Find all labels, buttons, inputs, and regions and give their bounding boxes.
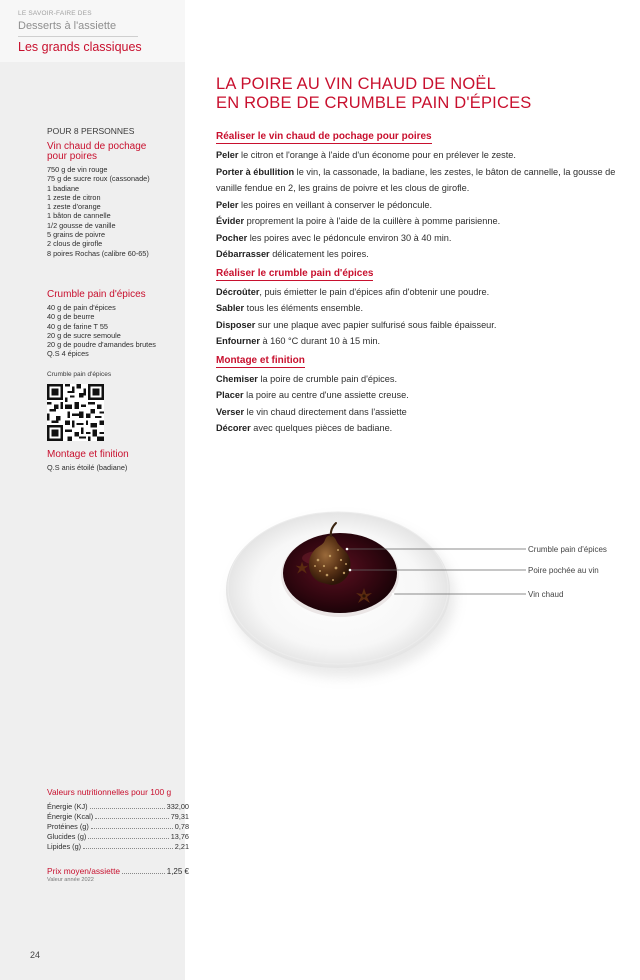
plate-well <box>281 533 399 617</box>
recipe-title-line1: LA POIRE AU VIN CHAUD DE NOËL <box>216 75 496 93</box>
montage-title: Montage et finition <box>47 449 129 460</box>
ingredient-item: Q.S anis étoilé (badiane) <box>47 463 128 472</box>
plate-shadow <box>231 519 455 677</box>
step-line: Placer la poire au centre d'une assiette creuse. <box>216 390 409 400</box>
qr-code-icon[interactable] <box>47 384 104 441</box>
price-block <box>47 866 189 883</box>
nutrition-label: Énergie (KJ) <box>47 802 88 811</box>
nutrition-label: Énergie (Kcal) <box>47 812 94 821</box>
ingredient-item: 750 g de vin rouge <box>47 165 108 174</box>
header-section: Les grands classiques <box>18 40 142 54</box>
header-divider <box>18 36 138 37</box>
star-anise-icon <box>356 588 372 603</box>
leader-dots <box>90 808 165 809</box>
ingredient-item: 1 badiane <box>47 183 80 193</box>
header-kicker: LE SAVOIR-FAIRE DES <box>18 10 92 17</box>
serves-label: POUR 8 PERSONNES <box>47 126 135 136</box>
ingredient-item: 40 g de beurre <box>47 312 95 322</box>
step-line: Évider proprement la poire à l'aide de la cuillère à pomme parisienne. <box>216 216 501 226</box>
leader-dots <box>122 873 165 874</box>
leader-dots <box>95 818 169 819</box>
nutrition-value: 2,21 <box>174 842 189 851</box>
nutrition-row <box>47 812 189 822</box>
nutrition-row <box>47 802 189 812</box>
ingredient-item: 20 g de sucre semoule <box>47 330 121 340</box>
ingredient-item: Q.S 4 épices <box>47 349 89 359</box>
nutrition-label: Glucides (g) <box>47 832 87 841</box>
vin-chaud-ingredients <box>47 142 182 258</box>
ingredient-item: 20 g de poudre d'amandes brutes <box>47 340 156 350</box>
ingredient-item: 1 bâton de cannelle <box>47 211 111 221</box>
nutrition-value: 79,31 <box>170 812 189 821</box>
step-line: Peler le citron et l'orange à l'aide d'un économe pour en prélever le zeste. <box>216 150 516 160</box>
price-year: Valeur année 2022 <box>47 877 94 883</box>
page-number: 24 <box>30 950 41 960</box>
nutrition-row <box>47 832 189 842</box>
pedoncule <box>331 523 336 536</box>
recipe-title-line2: EN ROBE DE CRUMBLE PAIN D'ÉPICES <box>216 94 532 112</box>
nutrition-value: 332,00 <box>166 802 189 811</box>
nutrition-row <box>47 842 189 852</box>
price-label: Prix moyen/assiette <box>47 866 121 876</box>
nutrition-label: Lipides (g) <box>47 842 82 851</box>
ingredient-item: 75 g de sucre roux (cassonade) <box>47 174 150 184</box>
vin-chaud-title-2: pour poires <box>47 151 98 162</box>
leader-dots <box>88 838 168 839</box>
ingredient-item: 5 grains de poivre <box>47 230 106 240</box>
price-value: 1,25 € <box>166 867 189 876</box>
nutrition-value: 0,78 <box>174 822 189 831</box>
step-line: Enfourner à 160 °C durant 10 à 15 min. <box>216 336 381 346</box>
qr-caption: Crumble pain d'épices <box>47 371 112 378</box>
leader-dots <box>83 848 173 849</box>
ingredient-item: 8 poires Rochas (calibre 60-65) <box>47 248 149 258</box>
ingredient-item: 1 zeste d'orange <box>47 202 101 212</box>
step-title-vin: Réaliser le vin chaud de pochage pour poires <box>216 131 432 142</box>
vin-chaud-title-1: Vin chaud de pochage <box>47 141 147 152</box>
step-title-crumble: Réaliser le crumble pain d'épices <box>216 267 374 279</box>
header-band <box>0 0 185 62</box>
crumble-title: Crumble pain d'épices <box>47 289 146 300</box>
plate <box>226 512 450 668</box>
label-crumble: Crumble pain d'épices <box>528 545 607 554</box>
step-line: Pocher les poires avec le pédoncule environ 30 à 40 min. <box>216 232 452 243</box>
leader-dots <box>91 828 173 829</box>
nutrition-title: Valeurs nutritionnelles pour 100 g <box>47 787 172 797</box>
step-line: Disposer sur une plaque avec papier sulfurisé sous faible épaisseur. <box>216 319 497 330</box>
ingredient-item: 40 g de farine T 55 <box>47 321 108 331</box>
label-vin-chaud: Vin chaud <box>528 590 564 599</box>
recipe-steps <box>216 126 636 437</box>
ingredient-item: 40 g de pain d'épices <box>47 303 116 312</box>
ingredient-item: 1/2 gousse de vanille <box>47 220 116 230</box>
step-line: Décroûter, puis émietter le pain d'épices afin d'obtenir une poudre. <box>216 286 490 297</box>
label-poire: Poire pochée au vin <box>528 566 599 575</box>
step-line: Verser le vin chaud directement dans l'assiette <box>216 406 407 417</box>
recipe-title <box>216 75 616 113</box>
step-line: Sabler tous les éléments ensemble. <box>216 303 364 313</box>
ingredient-item: 1 zeste de citron <box>47 192 101 202</box>
nutrition-table <box>47 787 189 852</box>
vin-chaud-pool <box>283 533 397 613</box>
step-line: Chemiser la poire de crumble pain d'épices. <box>216 373 398 384</box>
poire-pochee <box>309 536 351 586</box>
nutrition-row <box>47 822 189 832</box>
ingredient-item: 2 clous de girofle <box>47 239 103 249</box>
montage-ingredients <box>47 450 182 472</box>
star-anise-icon <box>296 562 309 574</box>
crumble-ingredients <box>47 290 182 359</box>
step-line: Peler les poires en veillant à conserver le pédoncule. <box>216 199 433 210</box>
step-line: Décorer avec quelques pièces de badiane. <box>216 423 393 433</box>
step-line: Porter à ébullition le vin, la cassonade, la badiane, les zestes, le bâton de cannelle, la gousse de vanille fendue en 2, les grains de poivre et les clous de girofle. <box>216 166 616 193</box>
crumble-texture <box>314 549 347 581</box>
step-title-montage: Montage et finition <box>216 354 305 366</box>
header-subtitle: Desserts à l'assiette <box>18 20 117 32</box>
step-line: Débarrasser délicatement les poires. <box>216 249 369 259</box>
nutrition-value: 13,76 <box>170 832 189 841</box>
nutrition-label: Protéines (g) <box>47 822 89 831</box>
